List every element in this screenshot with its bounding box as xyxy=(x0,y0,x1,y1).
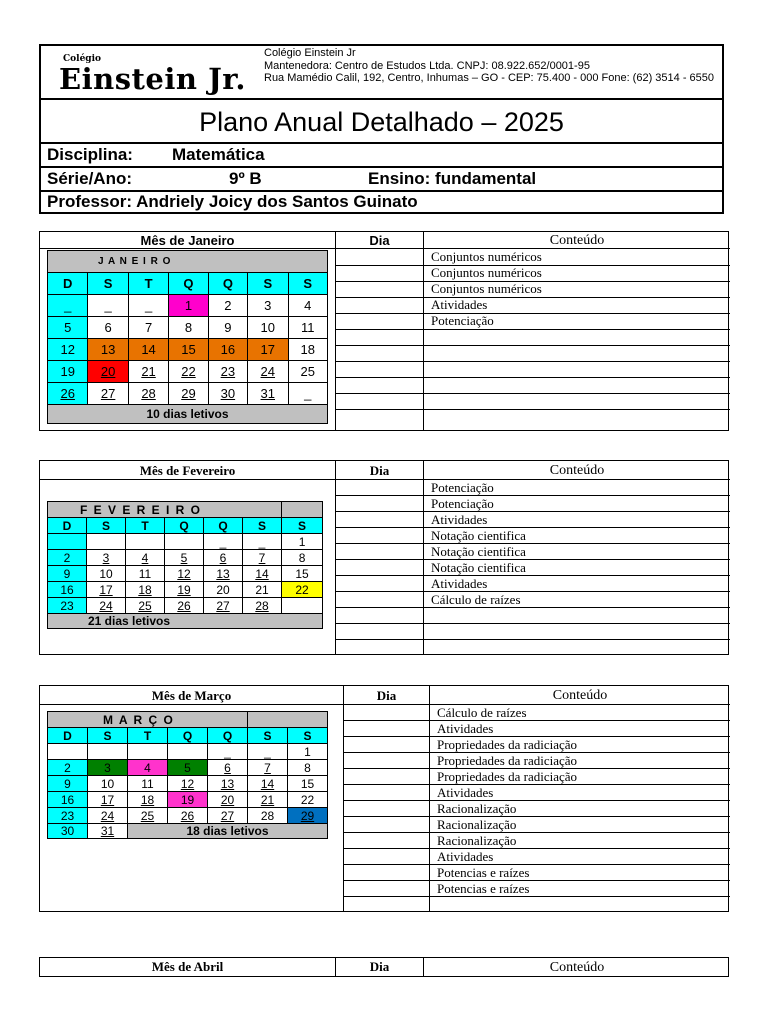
day-cell: 23 xyxy=(48,598,87,614)
weekday-cell: S xyxy=(243,518,282,534)
day-cell: 13 xyxy=(204,566,243,582)
day-cell: 11 xyxy=(126,566,165,582)
calendar-title: F E V E R E I R O xyxy=(48,502,282,518)
day-cell: 3 xyxy=(248,295,288,317)
dia-header: Dia xyxy=(376,688,397,703)
day-cell: 7 xyxy=(128,317,168,339)
day-cell: 16 xyxy=(48,582,87,598)
lesson-item: Atividades xyxy=(437,721,494,736)
day-cell: _ xyxy=(248,744,288,760)
school-address: Rua Mamédio Calil, 192, Centro, Inhumas – GO - CEP: 75.400 - 000 Fone: (62) 3514 - 6550 xyxy=(264,72,715,84)
day-cell: 8 xyxy=(282,550,323,566)
school-days-label: 10 dias letivos xyxy=(48,405,328,424)
day-cell: 1 xyxy=(169,295,208,317)
day-cell: 18 xyxy=(288,339,328,361)
day-cell: 20 xyxy=(204,582,243,598)
day-cell: 9 xyxy=(48,776,88,792)
day-cell: 9 xyxy=(48,566,87,582)
conteudo-header: Conteúdo xyxy=(549,233,605,248)
day-cell: 10 xyxy=(248,317,288,339)
day-cell: 12 xyxy=(165,566,204,582)
conteudo-header: Conteúdo xyxy=(552,688,608,703)
weekday-cell: D xyxy=(48,728,88,744)
lesson-item: Racionalização xyxy=(437,801,517,816)
lesson-item: Potencias e raízes xyxy=(437,881,530,896)
weekday-cell: S xyxy=(248,273,288,295)
day-cell: 15 xyxy=(288,776,328,792)
disciplina-value: Matemática xyxy=(172,145,265,164)
day-cell: 1 xyxy=(288,744,328,760)
month-fevereiro xyxy=(39,460,729,655)
day-cell: 6 xyxy=(204,550,243,566)
day-cell: 23 xyxy=(48,808,88,824)
lesson-item: Cálculo de raízes xyxy=(431,592,521,607)
day-cell: 14 xyxy=(243,566,282,582)
day-cell: 26 xyxy=(48,383,88,405)
lesson-item: Conjuntos numéricos xyxy=(431,249,542,264)
day-cell: 5 xyxy=(165,550,204,566)
day-cell: _ xyxy=(243,534,282,550)
weekday-cell: S xyxy=(87,518,126,534)
month-header: Mês de Março xyxy=(151,688,232,703)
professor-value: Professor: Andriely Joicy dos Santos Guinato xyxy=(47,192,418,211)
weekday-cell: D xyxy=(48,518,87,534)
day-cell: 30 xyxy=(208,383,247,405)
day-cell: 24 xyxy=(88,808,128,824)
weekday-cell: S xyxy=(248,728,288,744)
weekday-cell: S xyxy=(288,728,328,744)
lesson-item: Propriedades da radiciação xyxy=(437,737,578,752)
lesson-item: Propriedades da radiciação xyxy=(437,769,578,784)
month-abril xyxy=(39,957,729,977)
day-cell: 11 xyxy=(288,317,328,339)
day-cell: 27 xyxy=(204,598,243,614)
month-header: Mês de Abril xyxy=(151,959,224,974)
weekday-cell: Q xyxy=(208,273,247,295)
day-cell: 29 xyxy=(169,383,208,405)
serie-value: 9º B xyxy=(229,169,262,188)
day-cell: 30 xyxy=(48,824,88,839)
day-cell: 22 xyxy=(169,361,208,383)
dia-header: Dia xyxy=(369,959,390,974)
day-cell: _ xyxy=(128,295,168,317)
day-cell: 15 xyxy=(282,566,323,582)
day-cell: 24 xyxy=(87,598,126,614)
day-cell: 2 xyxy=(48,760,88,776)
day-cell: 7 xyxy=(243,550,282,566)
day-cell xyxy=(88,744,128,760)
month-header: Mês de Fevereiro xyxy=(139,463,236,478)
day-cell: 23 xyxy=(208,361,247,383)
day-cell: 21 xyxy=(243,582,282,598)
day-cell: 4 xyxy=(126,550,165,566)
school-days-label: 21 dias letivos xyxy=(48,614,323,629)
day-cell: 16 xyxy=(48,792,88,808)
day-cell: 12 xyxy=(168,776,208,792)
dia-header: Dia xyxy=(369,233,390,248)
day-cell: 31 xyxy=(88,824,128,839)
day-cell: 7 xyxy=(248,760,288,776)
lesson-item: Atividades xyxy=(437,849,494,864)
calendar-title: M A R Ç O xyxy=(48,712,248,728)
logo-row xyxy=(41,46,722,100)
weekday-cell: Q xyxy=(165,518,204,534)
lesson-item: Potencias e raízes xyxy=(437,865,530,880)
day-cell: 29 xyxy=(288,808,328,824)
day-cell: 8 xyxy=(288,760,328,776)
lesson-item: Propriedades da radiciação xyxy=(437,753,578,768)
lesson-item: Notação cientifica xyxy=(431,528,526,543)
day-cell: 17 xyxy=(88,792,128,808)
day-cell: _ xyxy=(208,744,248,760)
day-cell: 2 xyxy=(48,550,87,566)
school-logo xyxy=(59,52,251,94)
ensino-value: Ensino: fundamental xyxy=(368,169,537,188)
month-janeiro xyxy=(39,231,729,431)
day-cell: 14 xyxy=(128,339,168,361)
conteudo-header: Conteúdo xyxy=(549,463,605,478)
calendar-janeiro xyxy=(47,250,328,424)
day-cell: 4 xyxy=(288,295,328,317)
day-cell: 12 xyxy=(48,339,88,361)
weekday-cell: S xyxy=(88,728,128,744)
conteudo-header: Conteúdo xyxy=(549,960,605,975)
day-cell: 28 xyxy=(243,598,282,614)
day-cell: 3 xyxy=(88,760,128,776)
day-cell: 6 xyxy=(88,317,128,339)
day-cell: 3 xyxy=(87,550,126,566)
day-cell: 10 xyxy=(88,776,128,792)
disciplina-row xyxy=(41,144,722,168)
weekday-cell: S xyxy=(88,273,128,295)
day-cell: 5 xyxy=(168,760,208,776)
day-cell: 26 xyxy=(165,598,204,614)
day-cell: 10 xyxy=(87,566,126,582)
calendar-marco xyxy=(47,711,328,839)
day-cell: 20 xyxy=(208,792,248,808)
school-days-label: 18 dias letivos xyxy=(128,824,328,839)
weekday-cell: Q xyxy=(169,273,208,295)
day-cell: 6 xyxy=(208,760,248,776)
day-cell: 21 xyxy=(248,792,288,808)
day-cell: 24 xyxy=(248,361,288,383)
lesson-item: Atividades xyxy=(431,576,488,591)
lesson-item: Notação cientifica xyxy=(431,560,526,575)
lesson-item: Conjuntos numéricos xyxy=(431,265,542,280)
day-cell xyxy=(165,534,204,550)
day-cell: 19 xyxy=(168,792,208,808)
day-cell: 9 xyxy=(208,317,247,339)
day-cell: 13 xyxy=(88,339,128,361)
day-cell: 28 xyxy=(248,808,288,824)
serie-row xyxy=(41,168,722,192)
school-maintainer: Mantenedora: Centro de Estudos Ltda. CNPJ: 08.922.652/0001-95 xyxy=(264,59,590,72)
day-cell xyxy=(128,744,168,760)
month-marco xyxy=(39,685,729,912)
lesson-item: Notação cientifica xyxy=(431,544,526,559)
weekday-cell: T xyxy=(128,273,168,295)
professor-row xyxy=(41,192,722,214)
day-cell: _ xyxy=(88,295,128,317)
school-header xyxy=(39,44,724,214)
day-cell: 19 xyxy=(165,582,204,598)
school-info xyxy=(264,47,719,85)
day-cell: 4 xyxy=(128,760,168,776)
lesson-item: Atividades xyxy=(431,512,488,527)
day-cell: 11 xyxy=(128,776,168,792)
day-cell: 27 xyxy=(88,383,128,405)
day-cell: 25 xyxy=(288,361,328,383)
day-cell xyxy=(87,534,126,550)
day-cell: _ xyxy=(288,383,328,405)
day-cell: 27 xyxy=(208,808,248,824)
empty-cell xyxy=(282,502,323,518)
calendar-fevereiro xyxy=(47,501,323,629)
day-cell: 25 xyxy=(126,598,165,614)
day-cell: 17 xyxy=(248,339,288,361)
lesson-item: Cálculo de raízes xyxy=(437,705,527,720)
day-cell: _ xyxy=(48,295,88,317)
day-cell: 18 xyxy=(128,792,168,808)
lesson-item: Potenciação xyxy=(431,480,494,495)
serie-label: Série/Ano: xyxy=(47,169,133,188)
logo-small-text: Colégio xyxy=(63,54,102,64)
weekday-cell: Q xyxy=(204,518,243,534)
day-cell: 18 xyxy=(126,582,165,598)
lesson-item: Racionalização xyxy=(437,817,517,832)
calendar-title: J A N E I R O xyxy=(48,251,328,273)
weekday-cell: D xyxy=(48,273,88,295)
day-cell: 1 xyxy=(282,534,323,550)
lesson-item: Racionalização xyxy=(437,833,517,848)
day-cell: 20 xyxy=(88,361,128,383)
day-cell: 28 xyxy=(128,383,168,405)
lesson-item: Potenciação xyxy=(431,313,494,328)
weekday-cell: T xyxy=(128,728,168,744)
day-cell: 31 xyxy=(248,383,288,405)
day-cell: 25 xyxy=(128,808,168,824)
page-title: Plano Anual Detalhado – 2025 xyxy=(41,100,722,144)
day-cell: 2 xyxy=(208,295,247,317)
day-cell: 26 xyxy=(168,808,208,824)
day-cell: 22 xyxy=(282,582,323,598)
day-cell: 19 xyxy=(48,361,88,383)
day-cell xyxy=(48,744,88,760)
dia-header: Dia xyxy=(369,463,390,478)
day-cell: 16 xyxy=(208,339,247,361)
day-cell: 5 xyxy=(48,317,88,339)
day-cell: 22 xyxy=(288,792,328,808)
day-cell xyxy=(282,598,323,614)
day-cell: 8 xyxy=(169,317,208,339)
weekday-cell: Q xyxy=(168,728,208,744)
day-cell: 21 xyxy=(128,361,168,383)
lesson-item: Atividades xyxy=(431,297,488,312)
empty-cell xyxy=(248,712,328,728)
weekday-cell: S xyxy=(282,518,323,534)
logo-big-text: Einstein Jr. xyxy=(59,62,247,96)
weekday-cell: Q xyxy=(208,728,248,744)
disciplina-label: Disciplina: xyxy=(47,145,133,164)
day-cell: 17 xyxy=(87,582,126,598)
day-cell xyxy=(48,534,87,550)
day-cell: 15 xyxy=(169,339,208,361)
day-cell: _ xyxy=(204,534,243,550)
day-cell xyxy=(168,744,208,760)
lesson-item: Conjuntos numéricos xyxy=(431,281,542,296)
day-cell xyxy=(126,534,165,550)
day-cell: 14 xyxy=(248,776,288,792)
month-header: Mês de Janeiro xyxy=(140,233,235,248)
weekday-cell: S xyxy=(288,273,328,295)
weekday-cell: T xyxy=(126,518,165,534)
lesson-item: Atividades xyxy=(437,785,494,800)
day-cell: 13 xyxy=(208,776,248,792)
school-name: Colégio Einstein Jr xyxy=(264,47,356,59)
lesson-item: Potenciação xyxy=(431,496,494,511)
